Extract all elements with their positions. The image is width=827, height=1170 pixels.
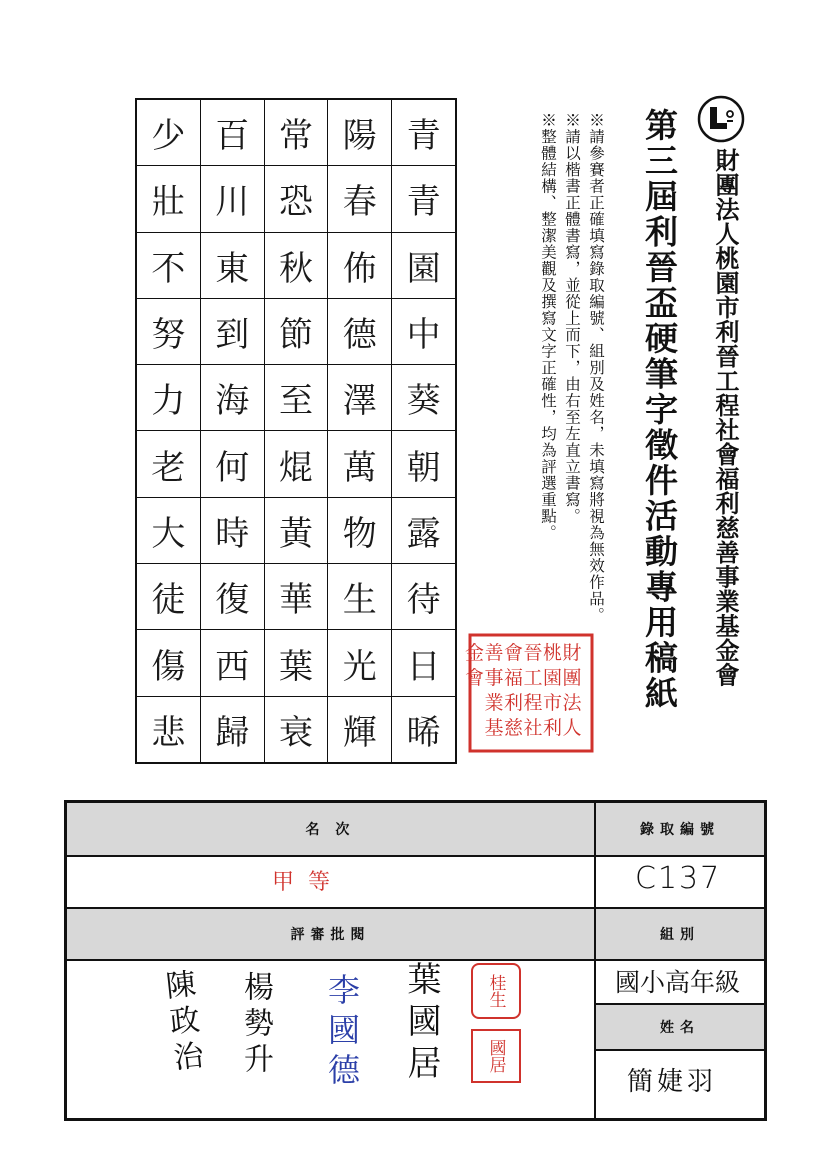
grid-cell: 晞 (392, 696, 455, 762)
seal-character: 基 (484, 717, 504, 739)
grid-cell: 老 (137, 430, 200, 496)
grid-cell: 葵 (392, 364, 455, 430)
name-header: 姓名 (596, 1005, 764, 1049)
foundation-logo-icon (697, 95, 745, 143)
organization-name: 財團法人桃園市利晉工程社會福利慈善事業基金會 (711, 148, 740, 687)
grid-cell: 力 (137, 364, 200, 430)
seal-character: 團 (562, 667, 582, 689)
instructions (538, 112, 606, 712)
judge-signature-1: 陳政治 (158, 967, 205, 1079)
seal-character: 財 (562, 642, 582, 664)
grid-cell: 至 (265, 364, 328, 430)
grid-cell: 輝 (328, 696, 391, 762)
seal-character: 桃 (542, 642, 563, 664)
foundation-seal (464, 633, 594, 753)
review-header: 評審批閱 (67, 909, 594, 959)
grid-cell: 少 (151, 116, 186, 157)
grid-cell: 焜 (265, 430, 328, 496)
seal-character: 法 (562, 692, 582, 714)
grid-cell: 青 (392, 165, 455, 231)
grid-cell: 光 (328, 629, 391, 695)
seal-character: 會 (464, 667, 485, 689)
instruction-2: ※請以楷書正體書寫，並從上而下，由右至左直立書寫。 (563, 112, 581, 525)
grid-cell: 恐 (265, 165, 328, 231)
grid-cell: 時 (201, 497, 264, 563)
grid-cell: 萬 (328, 430, 391, 496)
grid-cell: 徒 (137, 563, 200, 629)
grid-cell: 春 (328, 165, 391, 231)
grid-cell: 海 (201, 364, 264, 430)
name-value: 簡婕羽 (627, 1067, 718, 1097)
grid-column (264, 100, 328, 762)
seal-character: 慈 (503, 717, 524, 739)
grid-cell: 歸 (201, 696, 264, 762)
grid-cell: 朝 (392, 430, 455, 496)
grid-cell: 日 (392, 629, 455, 695)
rank-value: 甲等 (272, 870, 345, 895)
instruction-3: ※整體結構、整潔美觀及撰寫文字正確性，均為評選重點。 (539, 112, 557, 541)
seal-character: 工 (523, 667, 543, 689)
grid-cell: 不 (137, 232, 200, 298)
grid-cell: 園 (392, 232, 455, 298)
grid-cell: 西 (201, 629, 264, 695)
grid-cell: 秋 (265, 232, 328, 298)
grid-cell: 露 (392, 497, 455, 563)
group-value: 國小高年級 (615, 968, 741, 997)
seal-character: 程 (523, 692, 543, 714)
grid-cell: 何 (201, 430, 264, 496)
judge-seal-top: 桂生 (471, 963, 521, 1019)
id-value: C137 (635, 861, 722, 896)
grid-cell: 百 (215, 116, 250, 157)
calligraphy-grid (135, 98, 457, 764)
grid-column (200, 100, 264, 762)
judge-seal-bottom: 國居 (471, 1029, 521, 1083)
seal-character: 晉 (523, 642, 543, 664)
grid-cell: 澤 (328, 364, 391, 430)
grid-cell: 青 (406, 116, 441, 157)
grid-cell: 到 (201, 298, 264, 364)
grid-cell: 物 (328, 497, 391, 563)
grid-cell: 佈 (328, 232, 391, 298)
grid-cell: 生 (328, 563, 391, 629)
grid-cell: 大 (137, 497, 200, 563)
grid-cell: 努 (137, 298, 200, 364)
grid-cell: 待 (392, 563, 455, 629)
seal-character: 善 (484, 642, 504, 664)
seal-character: 福 (503, 667, 524, 689)
seal-character: 會 (503, 642, 524, 664)
seal-character: 園 (542, 667, 563, 689)
grid-cell: 節 (265, 298, 328, 364)
rank-header: 名 次 (67, 803, 594, 855)
grid-cell: 常 (279, 116, 313, 157)
seal-character: 金 (464, 642, 485, 664)
judge-signature-4: 葉國居 (401, 961, 441, 1087)
grid-column (137, 100, 200, 762)
seal-character: 利 (503, 692, 524, 714)
grid-cell: 黃 (265, 497, 328, 563)
grid-column (391, 100, 455, 762)
instruction-1: ※請參賽者正確填寫錄取編號、組別及姓名，未填寫將視為無效作品。 (587, 112, 605, 624)
grid-cell: 華 (265, 563, 328, 629)
id-header: 錄取編號 (596, 803, 764, 855)
grid-cell: 川 (201, 165, 264, 231)
grid-cell: 葉 (265, 629, 328, 695)
judge-signature-3: 李國德 (323, 973, 361, 1093)
grid-cell: 陽 (342, 116, 377, 157)
seal-character: 事 (484, 667, 504, 689)
grid-cell: 復 (201, 563, 264, 629)
seal-character: 人 (562, 717, 582, 739)
review-form (64, 800, 767, 1121)
seal-character: 利 (542, 717, 563, 739)
grid-cell: 衰 (265, 696, 328, 762)
grid-cell: 壯 (137, 165, 200, 231)
grid-cell: 東 (201, 232, 264, 298)
seal-character: 市 (542, 692, 563, 714)
grid-cell: 傷 (137, 629, 200, 695)
seal-character: 社 (523, 717, 543, 739)
grid-cell: 德 (328, 298, 391, 364)
grid-cell: 中 (392, 298, 455, 364)
grid-cell: 悲 (137, 696, 200, 762)
grid-column (327, 100, 391, 762)
page-title: 第三屆利晉盃硬筆字徵件活動專用稿紙 (640, 108, 679, 712)
group-header: 組別 (596, 909, 764, 959)
seal-character: 業 (484, 692, 504, 714)
judge-signature-2: 楊勢升 (238, 971, 273, 1079)
